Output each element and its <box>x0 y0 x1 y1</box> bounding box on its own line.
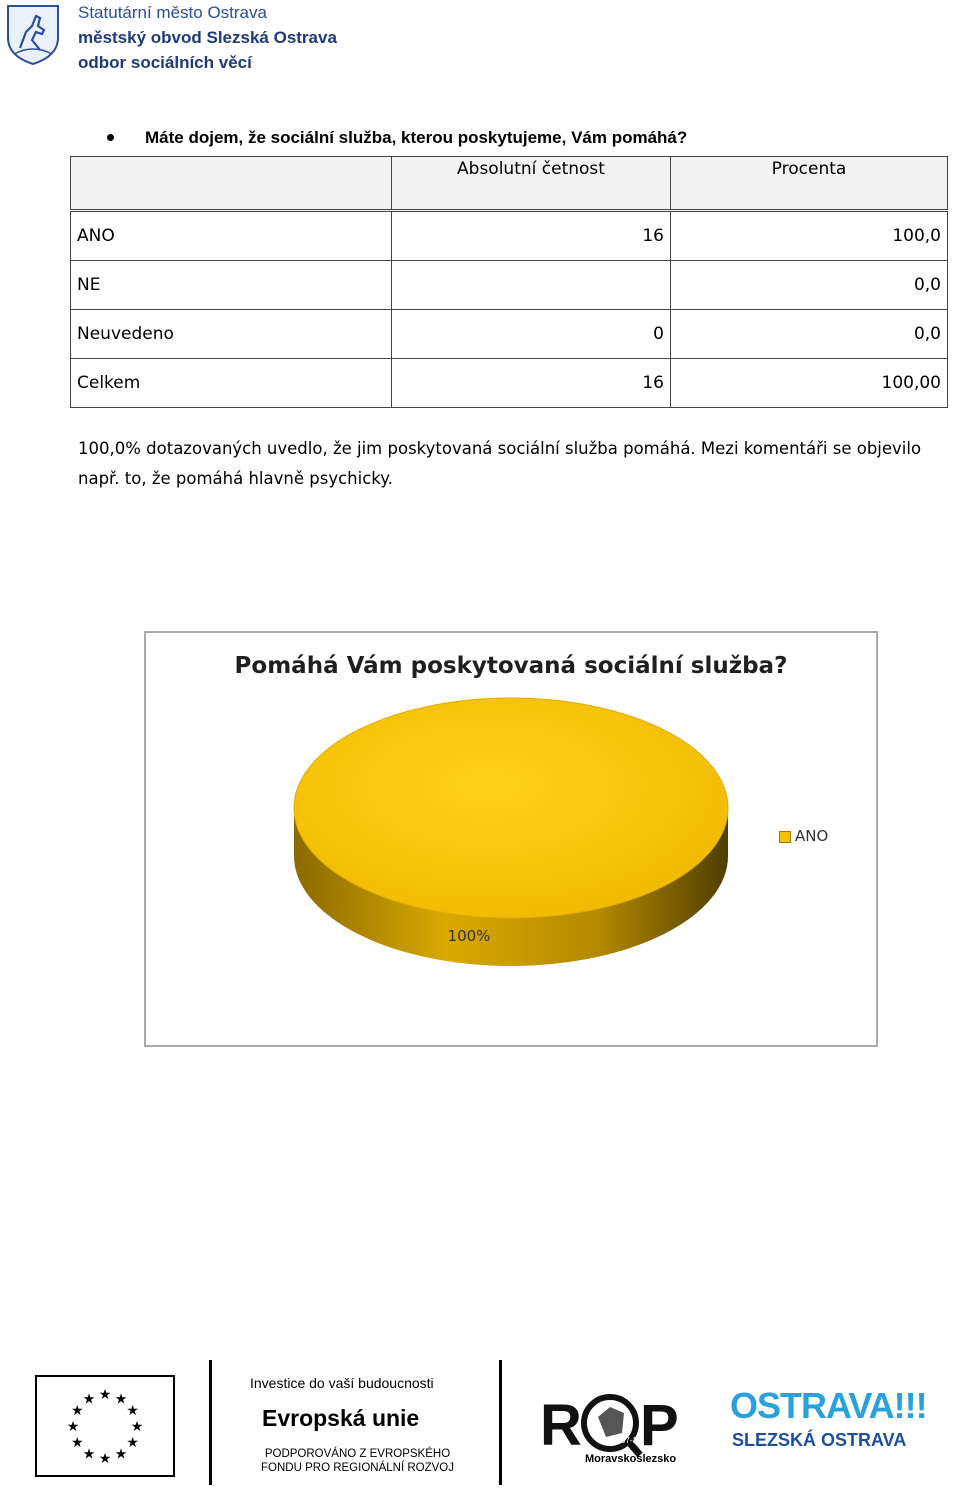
eu-label: Evropská unie <box>262 1405 420 1431</box>
table-cell: ANO <box>71 211 392 261</box>
table-cell <box>392 261 671 310</box>
legend-label: ANO <box>795 827 829 845</box>
divider <box>499 1360 502 1485</box>
rop-region-label: Moravskoslezsko <box>585 1453 677 1465</box>
table-header-cell <box>71 157 392 211</box>
eu-star-icon: ★ <box>71 1435 84 1451</box>
header-district: městský obvod Slezská Ostrava <box>78 28 337 47</box>
erdf-support-text: PODPOROVÁNO Z EVROPSKÉHO FONDU PRO REGIONÁLNÍ ROZVOJ <box>261 1448 454 1474</box>
eu-stars-icon <box>37 1377 173 1475</box>
svg-text:P: P <box>640 1393 679 1458</box>
table-cell: NE <box>71 261 392 310</box>
pie-slice <box>294 698 728 918</box>
eu-star-icon: ★ <box>114 1446 128 1463</box>
eu-flag-logo <box>35 1375 175 1477</box>
eu-star-icon: ★ <box>126 1435 139 1451</box>
eu-star-icon: ★ <box>66 1419 80 1435</box>
eu-star-icon: ★ <box>130 1419 144 1435</box>
question-text: Máte dojem, že sociální služba, kterou poskytujeme, Vám pomáhá? <box>145 128 688 147</box>
chart-legend <box>779 827 828 845</box>
ostrava-logo-text: OSTRAVA!!! <box>730 1385 927 1426</box>
table-cell: Neuvedeno <box>71 310 392 359</box>
table-cell: 0 <box>392 310 671 359</box>
table-cell: 16 <box>392 211 671 261</box>
eu-star-icon: ★ <box>114 1391 128 1408</box>
header-city: Statutární město Ostrava <box>78 3 267 22</box>
city-crest-icon <box>6 4 60 66</box>
table-header-cell: Absolutní četnost <box>392 157 671 211</box>
table-row <box>71 359 948 408</box>
header-department: odbor sociálních věcí <box>78 53 252 72</box>
eu-star-icon: ★ <box>98 1387 112 1403</box>
eu-star-icon: ★ <box>82 1391 96 1408</box>
table-cell: 0,0 <box>671 310 948 359</box>
table-row <box>71 211 948 261</box>
investment-slogan: Investice do vaší budoucnosti <box>250 1375 434 1391</box>
table-header-row <box>71 157 948 211</box>
svg-text:R: R <box>540 1393 582 1458</box>
pie-chart-canvas <box>146 633 876 1045</box>
pie-chart <box>144 631 878 1047</box>
eu-star-icon: ★ <box>71 1403 84 1419</box>
eu-star-icon: ★ <box>98 1451 112 1467</box>
table-cell: 16 <box>392 359 671 408</box>
pie-data-label: 100% <box>447 927 491 945</box>
document-header <box>0 0 960 80</box>
bullet-icon <box>107 134 114 141</box>
table-cell: 100,00 <box>671 359 948 408</box>
slezska-ostrava-logo-text: SLEZSKÁ OSTRAVA <box>732 1430 907 1450</box>
summary-paragraph: 100,0% dotazovaných uvedlo, že jim poskytovaná sociální služba pomáhá. Mezi komentáři se objevilo např. to, že pomáhá hlavně psychicky. <box>78 439 922 488</box>
results-table <box>70 156 948 408</box>
divider <box>209 1360 212 1485</box>
eu-star-icon: ★ <box>82 1446 96 1463</box>
table-cell: 0,0 <box>671 261 948 310</box>
table-header-cell: Procenta <box>671 157 948 211</box>
eu-star-icon: ★ <box>126 1403 139 1419</box>
table-row <box>71 261 948 310</box>
funding-footer <box>0 1355 960 1490</box>
table-row <box>71 310 948 359</box>
legend-swatch <box>779 831 791 843</box>
table-cell: 100,0 <box>671 211 948 261</box>
rop-years: 2007-13 <box>612 1436 642 1445</box>
table-cell: Celkem <box>71 359 392 408</box>
chart-title: Pomáhá Vám poskytovaná sociální služba? <box>234 653 788 679</box>
